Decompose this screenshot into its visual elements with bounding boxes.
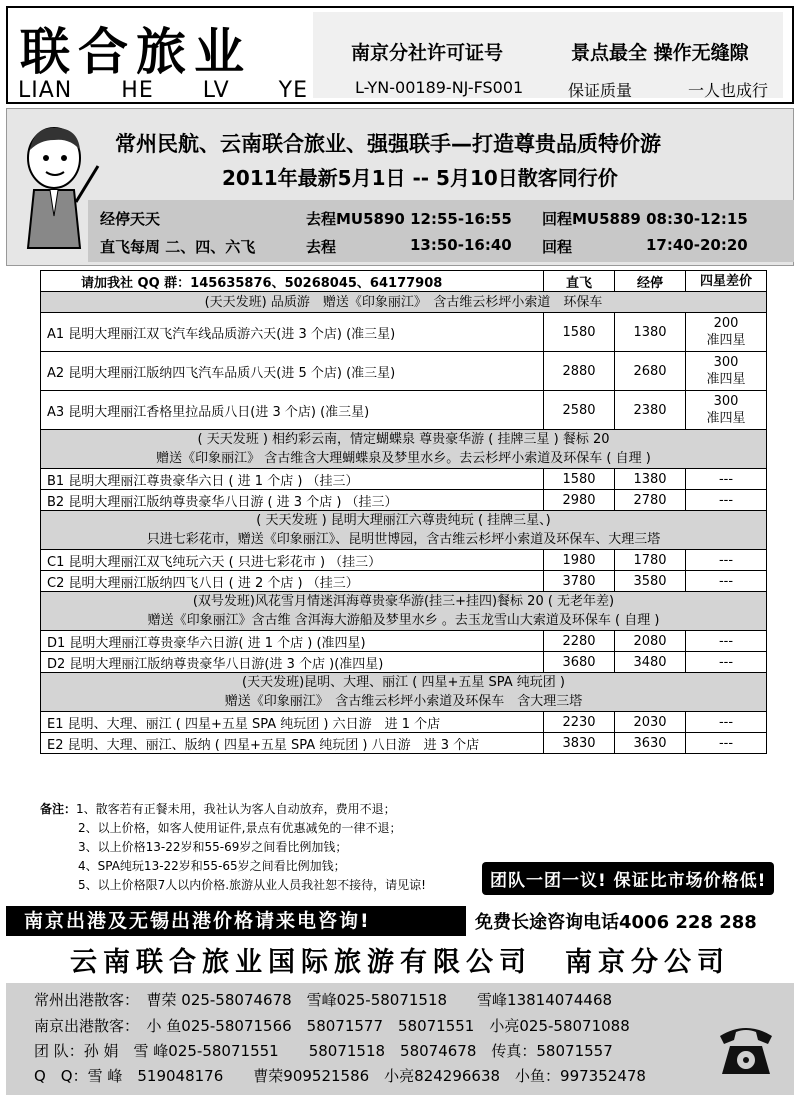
four-star-diff-value: ---	[718, 471, 734, 487]
notes	[40, 800, 426, 895]
tour-name: D2 昆明大理丽江版纳尊贵豪华八日游(进 3 个店 )(准四星)	[41, 652, 544, 673]
guarantee-text: 保证质量	[568, 81, 633, 100]
stopover-price: 1780	[615, 550, 686, 571]
four-star-diff-value: ---	[718, 573, 734, 589]
four-star-diff	[686, 712, 767, 733]
table-row	[41, 733, 767, 754]
direct-price: 3680	[544, 652, 615, 673]
header-info	[313, 12, 783, 98]
license-title: 南京分社许可证号	[351, 42, 504, 64]
company-name: 云南联合旅业国际旅游有限公司 南京分公司	[70, 947, 730, 978]
direct-price: 2280	[544, 631, 615, 652]
tour-name: B2 昆明大理丽江版纳尊贵豪华八日游 ( 进 3 个店 ) （挂三）	[41, 490, 544, 511]
header-slogan: 景点最全 操作无缝隙	[571, 42, 749, 64]
hotline: 免费长途咨询电话4006 228 288	[475, 912, 757, 933]
four-star-diff-value: ---	[718, 633, 734, 649]
four-star-diff	[686, 391, 767, 430]
pinyin-word: LV	[202, 78, 230, 103]
flight-outbound-label: 去程	[306, 238, 337, 256]
table-row	[41, 652, 767, 673]
four-star-diff	[686, 652, 767, 673]
section-title-line: 只进七彩花市，赠送《印象丽江》、昆明世博园，含古维云杉坪小索道及环保车、大理三塔	[146, 532, 661, 547]
table-row	[41, 571, 767, 592]
section-title-line: 赠送《印象丽江》 含古维云杉坪小索道及环保车 含大理三塔	[224, 694, 583, 709]
section-title	[41, 430, 767, 469]
four-star-diff-value: 300	[713, 394, 739, 409]
direct-price: 1580	[544, 313, 615, 352]
table-row	[41, 712, 767, 733]
four-star-diff-value: 准四星	[706, 372, 746, 387]
four-star-diff	[686, 469, 767, 490]
note-item: 5、以上价格限7人以内价格.旅游从业人员我社恕不接待，请见谅!	[78, 878, 426, 892]
four-star-diff-value: ---	[718, 735, 734, 751]
section-title	[41, 673, 767, 712]
stopover-price: 3480	[615, 652, 686, 673]
pinyin-word: YE	[278, 78, 308, 103]
section-title	[41, 511, 767, 550]
tour-name: A2 昆明大理丽江版纳四飞汽车品质八天(进 5 个店) (准三星)	[41, 352, 544, 391]
table-row	[41, 391, 767, 430]
brand-name: 联合旅业	[20, 23, 252, 81]
tour-name: C1 昆明大理丽江双飞纯玩六天 ( 只进七彩花市 ) （挂三）	[41, 550, 544, 571]
flight-type-direct: 直飞每周 二、四、六飞	[100, 238, 256, 256]
section-title-row	[41, 292, 767, 313]
section-title-row	[41, 511, 767, 550]
banner-slogan: 常州民航、云南联合旅业、强强联手—打造尊贵品质特价游	[115, 132, 661, 156]
stopover-price: 2680	[615, 352, 686, 391]
flight-outbound-time: 13:50-16:40	[410, 236, 512, 254]
four-star-diff	[686, 313, 767, 352]
section-title-line: 赠送《印象丽江》 含古维含大理蝴蝶泉及梦里水乡。去云杉坪小索道及环保车 ( 自理 )	[156, 451, 651, 466]
contact-section	[6, 983, 794, 1095]
section-title-line: 赠送《印象丽江》含古维 含洱海大游船及梦里水乡 。去玉龙雪山大索道及环保车 ( 自理 )	[147, 613, 660, 628]
qq-group-header: 请加我社 QQ 群：145635876、50268045、64177908	[41, 271, 544, 292]
note-item: 1、散客若有正餐未用，我社认为客人自动放弃，费用不退；	[76, 802, 396, 816]
tour-name: E2 昆明、大理、丽江、版纳 ( 四星+五星 SPA 纯玩团 ) 八日游 进 3 个店	[41, 733, 544, 754]
four-star-diff-header: 四星差价	[686, 271, 767, 292]
four-star-diff-value: 准四星	[706, 411, 746, 426]
direct-price: 3830	[544, 733, 615, 754]
table-header	[41, 271, 767, 292]
table-row	[41, 352, 767, 391]
direct-price: 2580	[544, 391, 615, 430]
header	[6, 6, 794, 104]
tour-name: A3 昆明大理丽江香格里拉品质八日(进 3 个店) (准三星)	[41, 391, 544, 430]
table-row	[41, 469, 767, 490]
four-star-diff-value: 准四星	[706, 333, 746, 348]
solo-text: 一人也成行	[688, 81, 769, 100]
direct-price: 2230	[544, 712, 615, 733]
stopover-header: 经停	[615, 271, 686, 292]
four-star-diff-value: ---	[718, 654, 734, 670]
flight-return-time: 17:40-20:20	[646, 236, 748, 254]
flight-type-stopover: 经停天天	[100, 210, 161, 228]
table-row	[41, 550, 767, 571]
table-row	[41, 313, 767, 352]
pinyin-word: HE	[121, 78, 154, 103]
four-star-diff-value: ---	[718, 714, 734, 730]
flight-outbound-stopover: 去程MU5890 12:55-16:55	[306, 210, 512, 228]
tour-name: E1 昆明、大理、丽江 ( 四星+五星 SPA 纯玩团 ) 六日游 进 1 个店	[41, 712, 544, 733]
brand-pinyin	[18, 78, 308, 103]
four-star-diff	[686, 733, 767, 754]
stopover-price: 2080	[615, 631, 686, 652]
direct-header: 直飞	[544, 271, 615, 292]
tour-name: D1 昆明大理丽江尊贵豪华六日游( 进 1 个店 ) (准四星)	[41, 631, 544, 652]
license-number: L-YN-00189-NJ-FS001	[355, 78, 524, 97]
stopover-price: 2030	[615, 712, 686, 733]
four-star-diff	[686, 571, 767, 592]
four-star-diff-value: ---	[718, 492, 734, 508]
flight-return-stopover: 回程MU5889 08:30-12:15	[542, 210, 748, 228]
stopover-price: 2380	[615, 391, 686, 430]
direct-price: 3780	[544, 571, 615, 592]
four-star-diff	[686, 352, 767, 391]
tour-name: B1 昆明大理丽江尊贵豪华六日 ( 进 1 个店 ) （挂三）	[41, 469, 544, 490]
flight-return-label: 回程	[542, 238, 573, 256]
four-star-diff	[686, 550, 767, 571]
four-star-diff	[686, 631, 767, 652]
section-title-line: (天天发班) 品质游 赠送《印象丽江》 含古维云杉坪小索道 环保车	[204, 294, 603, 310]
note-item: 2、以上价格，如客人使用证件,景点有优惠减免的一律不退；	[78, 821, 402, 835]
telephone-icon	[716, 1020, 776, 1078]
section-title-line: (双号发班)风花雪月情迷洱海尊贵豪华游(挂三+挂四)餐标 20 ( 无老年差)	[192, 594, 615, 609]
four-star-diff	[686, 490, 767, 511]
stopover-price: 3580	[615, 571, 686, 592]
tour-name: A1 昆明大理丽江双飞汽车线品质游六天(进 3 个店) (准三星)	[41, 313, 544, 352]
departure-promo: 南京出港及无锡出港价格请来电咨询!	[6, 906, 466, 936]
price-table	[40, 270, 767, 754]
flight-schedule	[88, 200, 794, 262]
four-star-diff-value: 300	[713, 355, 739, 370]
stopover-price: 3630	[615, 733, 686, 754]
note-item: 4、SPA纯玩13-22岁和55-65岁之间看比例加钱；	[78, 859, 346, 873]
section-title-line: ( 天天发班 ) 相约彩云南，情定蝴蝶泉 尊贵豪华游 ( 挂牌三星 ) 餐标 20	[197, 432, 610, 447]
table-row	[41, 490, 767, 511]
four-star-diff-value: 200	[713, 316, 739, 331]
direct-price: 1580	[544, 469, 615, 490]
section-title-line: (天天发班)昆明、大理、丽江 ( 四星+五星 SPA 纯玩团 )	[242, 675, 565, 690]
direct-price: 1980	[544, 550, 615, 571]
contact-line: 南京出港散客： 小 鱼025-58071566 58071577 58071551 小亮025-58071088	[34, 1017, 630, 1035]
section-title	[41, 592, 767, 631]
contact-line: 常州出港散客： 曹荣 025-58074678 雪峰025-58071518 雪峰13814074468	[34, 991, 613, 1009]
contact-line: 团 队：孙 娟 雪 峰025-58071551 58071518 58074678 传真：58071557	[34, 1042, 613, 1060]
table-row	[41, 631, 767, 652]
section-title-row	[41, 430, 767, 469]
stopover-price: 1380	[615, 469, 686, 490]
section-title-line: ( 天天发班 ) 昆明大理丽江六尊贵纯玩 ( 挂牌三星、)	[256, 513, 551, 528]
section-title-row	[41, 592, 767, 631]
group-price-badge: 团队一团一议! 保证比市场价格低!	[482, 862, 774, 895]
stopover-price: 1380	[615, 313, 686, 352]
pinyin-word: LIAN	[18, 78, 73, 103]
section-title-row	[41, 673, 767, 712]
stopover-price: 2780	[615, 490, 686, 511]
tour-name: C2 昆明大理丽江版纳四飞八日 ( 进 2 个店 ) （挂三）	[41, 571, 544, 592]
notes-label: 备注：	[40, 802, 77, 816]
direct-price: 2880	[544, 352, 615, 391]
direct-price: 2980	[544, 490, 615, 511]
banner-date-title: 2011年最新5月1日 -- 5月10日散客同行价	[222, 166, 618, 190]
four-star-diff-value: ---	[718, 552, 734, 568]
note-item: 3、以上价格13-22岁和55-69岁之间看比例加钱；	[78, 840, 348, 854]
contact-line: Q Q：雪 峰 519048176 曹荣909521586 小亮824296638 小鱼：997352478	[34, 1067, 646, 1085]
section-title	[41, 292, 767, 313]
